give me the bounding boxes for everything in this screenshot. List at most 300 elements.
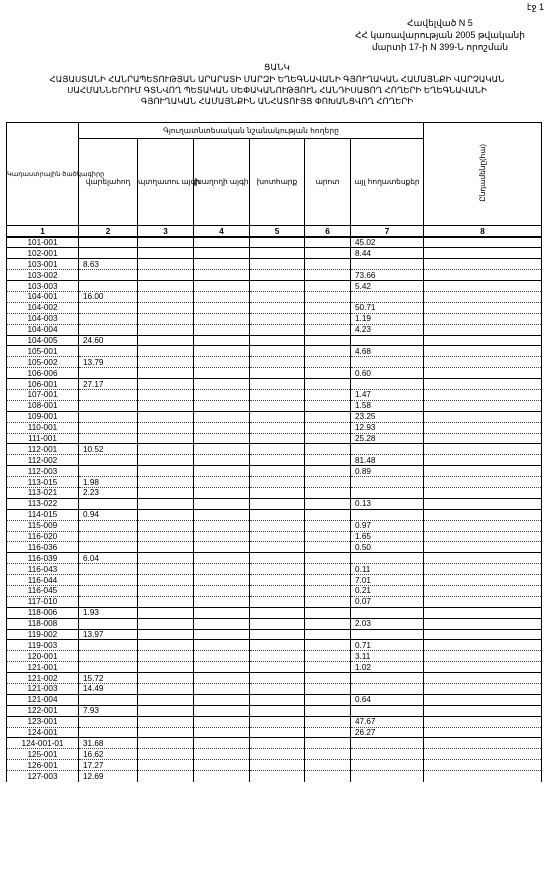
annex-header	[340, 17, 540, 53]
code-cell: 117-010	[7, 596, 79, 607]
code-cell: 109-001	[7, 411, 79, 422]
pasture-cell	[305, 673, 351, 684]
table-row	[7, 509, 542, 520]
code-cell: 116-044	[7, 575, 79, 586]
code-cell: 101-001	[7, 237, 79, 248]
arable-cell: 16.62	[79, 749, 138, 760]
orchard-cell	[138, 520, 194, 531]
hayfield-cell	[250, 422, 305, 433]
other-land-cell: 1.58	[351, 400, 424, 411]
arable-cell	[79, 302, 138, 313]
vineyard-cell	[194, 313, 250, 324]
arable-cell: 13.79	[79, 357, 138, 368]
code-cell: 111-001	[7, 433, 79, 444]
arable-cell	[79, 346, 138, 357]
code-cell: 105-002	[7, 357, 79, 368]
hayfield-cell	[250, 553, 305, 564]
orchard-cell	[138, 542, 194, 553]
pasture-cell	[305, 400, 351, 411]
arable-cell	[79, 455, 138, 466]
arable-cell	[79, 324, 138, 335]
hayfield-cell	[250, 607, 305, 618]
vineyard-cell	[194, 466, 250, 477]
total-cell	[424, 684, 542, 695]
hayfield-cell	[250, 411, 305, 422]
column-header-5: խոտհարք	[250, 139, 305, 226]
arable-cell	[79, 531, 138, 542]
pasture-cell	[305, 411, 351, 422]
hayfield-cell	[250, 760, 305, 771]
other-land-cell: 4.23	[351, 324, 424, 335]
vineyard-cell	[194, 520, 250, 531]
orchard-cell	[138, 466, 194, 477]
table-row	[7, 749, 542, 760]
arable-cell	[79, 400, 138, 411]
table-row	[7, 531, 542, 542]
arable-cell	[79, 694, 138, 705]
pasture-cell	[305, 684, 351, 695]
vineyard-cell	[194, 564, 250, 575]
vineyard-cell	[194, 357, 250, 368]
other-land-cell: 1.47	[351, 389, 424, 400]
other-land-cell: 0.21	[351, 586, 424, 597]
pasture-cell	[305, 302, 351, 313]
total-cell	[424, 596, 542, 607]
vineyard-cell	[194, 444, 250, 455]
hayfield-cell	[250, 291, 305, 302]
column-header-6: արոտ	[305, 139, 351, 226]
orchard-cell	[138, 411, 194, 422]
arable-cell	[79, 618, 138, 629]
code-cell: 122-001	[7, 705, 79, 716]
orchard-cell	[138, 248, 194, 259]
other-land-cell	[351, 553, 424, 564]
total-cell	[424, 575, 542, 586]
pasture-cell	[305, 564, 351, 575]
total-cell	[424, 651, 542, 662]
table-body	[7, 237, 542, 782]
total-cell	[424, 248, 542, 259]
other-land-cell	[351, 749, 424, 760]
pasture-cell	[305, 651, 351, 662]
pasture-cell	[305, 270, 351, 281]
total-cell	[424, 302, 542, 313]
table-row	[7, 335, 542, 346]
orchard-cell	[138, 727, 194, 738]
code-cell: 119-003	[7, 640, 79, 651]
total-cell	[424, 694, 542, 705]
pasture-cell	[305, 596, 351, 607]
code-cell: 112-003	[7, 466, 79, 477]
orchard-cell	[138, 531, 194, 542]
table-row	[7, 575, 542, 586]
arable-cell: 7.93	[79, 705, 138, 716]
pasture-cell	[305, 346, 351, 357]
orchard-cell	[138, 629, 194, 640]
table-row	[7, 433, 542, 444]
pasture-cell	[305, 237, 351, 248]
pasture-cell	[305, 531, 351, 542]
total-cell	[424, 400, 542, 411]
other-land-cell: 81.48	[351, 455, 424, 466]
vineyard-cell	[194, 716, 250, 727]
other-land-cell: 8.44	[351, 248, 424, 259]
code-cell: 104-005	[7, 335, 79, 346]
code-cell: 112-002	[7, 455, 79, 466]
total-cell	[424, 749, 542, 760]
orchard-cell	[138, 553, 194, 564]
hayfield-cell	[250, 270, 305, 281]
orchard-cell	[138, 509, 194, 520]
table-row	[7, 553, 542, 564]
pasture-cell	[305, 575, 351, 586]
total-cell	[424, 531, 542, 542]
table-row	[7, 291, 542, 302]
pasture-cell	[305, 389, 351, 400]
hayfield-cell	[250, 618, 305, 629]
vineyard-cell	[194, 738, 250, 749]
vineyard-cell	[194, 455, 250, 466]
table-row	[7, 727, 542, 738]
table-row	[7, 705, 542, 716]
table-row	[7, 346, 542, 357]
orchard-cell	[138, 575, 194, 586]
table-row	[7, 498, 542, 509]
code-cell: 116-020	[7, 531, 79, 542]
code-cell: 114-015	[7, 509, 79, 520]
arable-cell: 15.72	[79, 673, 138, 684]
pasture-cell	[305, 553, 351, 564]
table-row	[7, 357, 542, 368]
code-cell: 102-001	[7, 248, 79, 259]
total-cell	[424, 553, 542, 564]
hayfield-cell	[250, 542, 305, 553]
orchard-cell	[138, 771, 194, 782]
annex-line-3: մարտի 17-ի N 399-Ն որոշման	[371, 42, 509, 52]
arable-cell	[79, 498, 138, 509]
orchard-cell	[138, 379, 194, 390]
vineyard-cell	[194, 705, 250, 716]
hayfield-cell	[250, 564, 305, 575]
orchard-cell	[138, 760, 194, 771]
code-cell: 106-001	[7, 379, 79, 390]
vineyard-cell	[194, 662, 250, 673]
code-cell: 106-006	[7, 368, 79, 379]
orchard-cell	[138, 346, 194, 357]
code-cell: 118-006	[7, 607, 79, 618]
code-cell: 127-003	[7, 771, 79, 782]
vineyard-cell	[194, 281, 250, 292]
total-cell	[424, 346, 542, 357]
other-land-cell	[351, 379, 424, 390]
table-row	[7, 400, 542, 411]
arable-cell: 2.23	[79, 487, 138, 498]
vineyard-cell	[194, 248, 250, 259]
code-cell: 125-001	[7, 749, 79, 760]
code-cell: 113-022	[7, 498, 79, 509]
total-column-label: Ընդամենը(հա)	[477, 143, 487, 202]
other-land-cell: 45.02	[351, 237, 424, 248]
total-cell	[424, 564, 542, 575]
hayfield-cell	[250, 335, 305, 346]
vineyard-cell	[194, 727, 250, 738]
code-cell: 121-001	[7, 662, 79, 673]
arable-cell	[79, 270, 138, 281]
table-row	[7, 651, 542, 662]
vineyard-cell	[194, 684, 250, 695]
hayfield-cell	[250, 727, 305, 738]
other-land-cell: 5.42	[351, 281, 424, 292]
column-header-2: վարելահող	[79, 139, 138, 226]
column-header-4: խաղողի այգի	[194, 139, 250, 226]
vineyard-cell	[194, 629, 250, 640]
code-cell: 104-002	[7, 302, 79, 313]
arable-cell	[79, 313, 138, 324]
page-number: էջ 1	[526, 2, 544, 12]
total-cell	[424, 727, 542, 738]
arable-cell	[79, 422, 138, 433]
other-land-cell: 12.93	[351, 422, 424, 433]
arable-cell	[79, 281, 138, 292]
pasture-cell	[305, 509, 351, 520]
code-cell: 104-001	[7, 291, 79, 302]
code-cell: 113-021	[7, 487, 79, 498]
hayfield-cell	[250, 400, 305, 411]
arable-cell	[79, 640, 138, 651]
arable-cell: 0.94	[79, 509, 138, 520]
pasture-cell	[305, 771, 351, 782]
code-cell: 121-004	[7, 694, 79, 705]
other-land-cell	[351, 509, 424, 520]
other-land-cell: 0.97	[351, 520, 424, 531]
table-row	[7, 771, 542, 782]
hayfield-cell	[250, 302, 305, 313]
hayfield-cell	[250, 433, 305, 444]
other-land-cell: 23.25	[351, 411, 424, 422]
other-land-cell: 50.71	[351, 302, 424, 313]
total-cell	[424, 411, 542, 422]
pasture-cell	[305, 662, 351, 673]
total-cell	[424, 237, 542, 248]
vineyard-cell	[194, 771, 250, 782]
vineyard-cell	[194, 749, 250, 760]
vineyard-cell	[194, 346, 250, 357]
vineyard-cell	[194, 411, 250, 422]
pasture-cell	[305, 727, 351, 738]
orchard-cell	[138, 368, 194, 379]
arable-cell	[79, 716, 138, 727]
vineyard-cell	[194, 607, 250, 618]
hayfield-cell	[250, 346, 305, 357]
total-cell	[424, 281, 542, 292]
arable-cell: 1.93	[79, 607, 138, 618]
total-cell	[424, 509, 542, 520]
code-cell: 103-002	[7, 270, 79, 281]
vineyard-cell	[194, 259, 250, 270]
vineyard-cell	[194, 302, 250, 313]
table-row	[7, 411, 542, 422]
code-cell: 112-001	[7, 444, 79, 455]
hayfield-cell	[250, 509, 305, 520]
group-header: Գյուղատնտեսական նշանակության հողերը	[79, 123, 424, 139]
orchard-cell	[138, 716, 194, 727]
document-title	[0, 62, 554, 107]
arable-cell: 6.04	[79, 553, 138, 564]
hayfield-cell	[250, 651, 305, 662]
code-cell: 104-003	[7, 313, 79, 324]
total-cell	[424, 455, 542, 466]
orchard-cell	[138, 455, 194, 466]
total-cell	[424, 466, 542, 477]
arable-cell	[79, 564, 138, 575]
column-header-7: այլ հողատեսքեր	[351, 139, 424, 226]
table-row	[7, 466, 542, 477]
total-cell	[424, 444, 542, 455]
orchard-cell	[138, 596, 194, 607]
hayfield-cell	[250, 662, 305, 673]
pasture-cell	[305, 477, 351, 488]
annex-line-1: Հավելված N 5	[407, 18, 473, 28]
other-land-cell	[351, 738, 424, 749]
hayfield-cell	[250, 716, 305, 727]
arable-cell: 17.27	[79, 760, 138, 771]
arable-cell	[79, 575, 138, 586]
other-land-cell	[351, 684, 424, 695]
hayfield-cell	[250, 324, 305, 335]
other-land-cell: 0.13	[351, 498, 424, 509]
pasture-cell	[305, 368, 351, 379]
hayfield-cell	[250, 694, 305, 705]
orchard-cell	[138, 389, 194, 400]
orchard-cell	[138, 422, 194, 433]
column-number: 3	[138, 226, 194, 238]
vineyard-cell	[194, 368, 250, 379]
other-land-cell: 0.60	[351, 368, 424, 379]
orchard-cell	[138, 400, 194, 411]
arable-cell	[79, 389, 138, 400]
arable-cell: 1.98	[79, 477, 138, 488]
code-cell: 108-001	[7, 400, 79, 411]
pasture-cell	[305, 487, 351, 498]
vineyard-cell	[194, 422, 250, 433]
hayfield-cell	[250, 673, 305, 684]
other-land-cell: 1.02	[351, 662, 424, 673]
total-cell	[424, 738, 542, 749]
vineyard-cell	[194, 618, 250, 629]
orchard-cell	[138, 586, 194, 597]
total-cell	[424, 629, 542, 640]
arable-cell	[79, 466, 138, 477]
table-row	[7, 455, 542, 466]
table-row	[7, 313, 542, 324]
orchard-cell	[138, 357, 194, 368]
pasture-cell	[305, 335, 351, 346]
code-cell: 116-039	[7, 553, 79, 564]
table-row	[7, 368, 542, 379]
orchard-cell	[138, 564, 194, 575]
arable-cell	[79, 662, 138, 673]
table-row	[7, 477, 542, 488]
table-row	[7, 716, 542, 727]
arable-cell	[79, 520, 138, 531]
table-row	[7, 629, 542, 640]
table-row	[7, 324, 542, 335]
other-land-cell	[351, 771, 424, 782]
orchard-cell	[138, 618, 194, 629]
vineyard-cell	[194, 575, 250, 586]
other-land-cell: 4.68	[351, 346, 424, 357]
pasture-cell	[305, 542, 351, 553]
arable-cell: 31.68	[79, 738, 138, 749]
table-row	[7, 444, 542, 455]
vineyard-cell	[194, 498, 250, 509]
orchard-cell	[138, 749, 194, 760]
pasture-cell	[305, 607, 351, 618]
vineyard-cell	[194, 389, 250, 400]
pasture-cell	[305, 716, 351, 727]
vineyard-cell	[194, 487, 250, 498]
other-land-cell: 0.07	[351, 596, 424, 607]
arable-cell: 16.00	[79, 291, 138, 302]
other-land-cell: 0.71	[351, 640, 424, 651]
code-cell: 126-001	[7, 760, 79, 771]
other-land-cell: 0.89	[351, 466, 424, 477]
code-column-header: Կադաստրային ծածկագիրը	[7, 123, 79, 226]
vineyard-cell	[194, 694, 250, 705]
vineyard-cell	[194, 760, 250, 771]
table-row	[7, 542, 542, 553]
arable-cell: 8.63	[79, 259, 138, 270]
vineyard-cell	[194, 509, 250, 520]
total-cell	[424, 379, 542, 390]
total-cell	[424, 487, 542, 498]
total-cell	[424, 662, 542, 673]
annex-line-2: ՀՀ կառավարության 2005 թվականի	[355, 30, 525, 40]
pasture-cell	[305, 629, 351, 640]
total-cell	[424, 335, 542, 346]
vineyard-cell	[194, 379, 250, 390]
hayfield-cell	[250, 498, 305, 509]
orchard-cell	[138, 270, 194, 281]
total-cell	[424, 368, 542, 379]
arable-cell	[79, 433, 138, 444]
table-row	[7, 607, 542, 618]
pasture-cell	[305, 738, 351, 749]
total-cell	[424, 586, 542, 597]
pasture-cell	[305, 749, 351, 760]
pasture-cell	[305, 357, 351, 368]
total-column-header	[424, 123, 542, 226]
other-land-cell	[351, 629, 424, 640]
orchard-cell	[138, 259, 194, 270]
hayfield-cell	[250, 640, 305, 651]
column-number: 5	[250, 226, 305, 238]
vineyard-cell	[194, 335, 250, 346]
table-row	[7, 662, 542, 673]
other-land-cell	[351, 673, 424, 684]
hayfield-cell	[250, 368, 305, 379]
title-line-2: ՍԱՀՄԱՆՆԵՐՈՒՄ ԳՏՆՎՈՂ ՊԵՏԱԿԱՆ ՍԵՓԱԿԱՆՈՒԹՅՈՒՆ ՀԱՆԴԻՍԱՑՈՂ ՀՈՂԵՐԻ ԵՂԵԳՆԱՎԱՆԻ	[67, 85, 487, 95]
total-cell	[424, 291, 542, 302]
pasture-cell	[305, 313, 351, 324]
hayfield-cell	[250, 313, 305, 324]
total-cell	[424, 270, 542, 281]
hayfield-cell	[250, 684, 305, 695]
column-number: 7	[351, 226, 424, 238]
pasture-cell	[305, 379, 351, 390]
vineyard-cell	[194, 640, 250, 651]
total-cell	[424, 357, 542, 368]
